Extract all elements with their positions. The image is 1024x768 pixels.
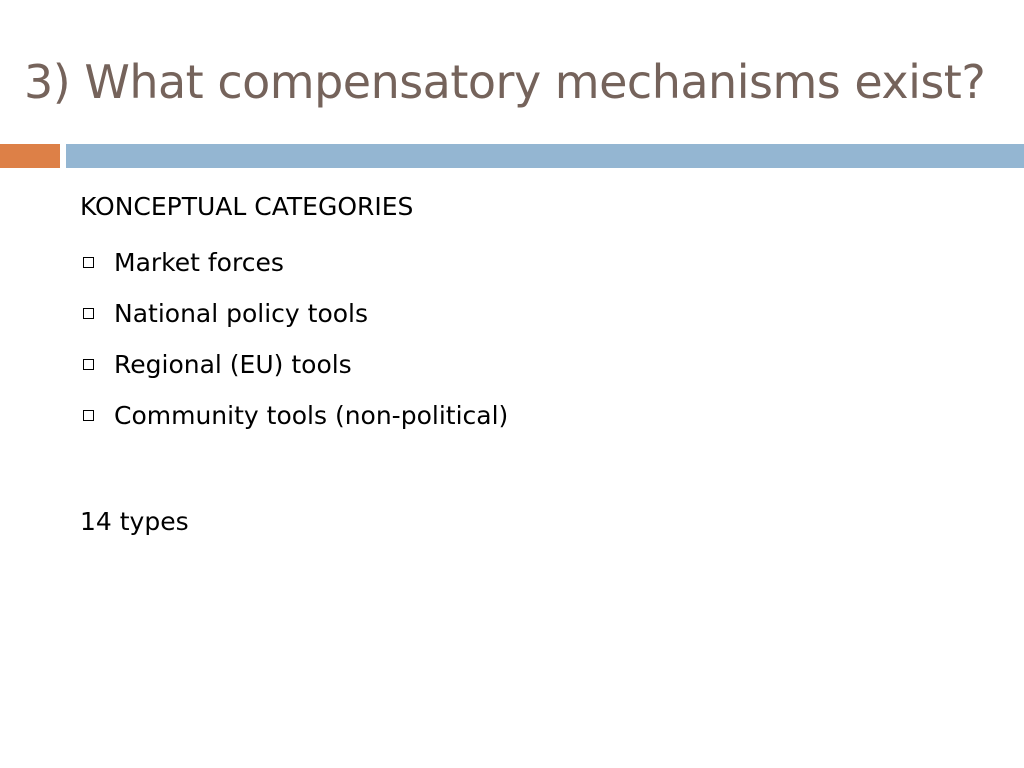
slide-body xyxy=(80,186,980,543)
section-heading: KONCEPTUAL CATEGORIES xyxy=(80,192,414,221)
bullet-text: Community tools (non-political) xyxy=(114,401,509,430)
list-item xyxy=(80,339,980,390)
bullet-text: National policy tools xyxy=(114,299,369,328)
title-accent-bar xyxy=(0,144,60,168)
square-bullet-icon xyxy=(83,257,94,268)
list-item xyxy=(80,237,980,288)
list-item xyxy=(80,288,980,339)
square-bullet-icon xyxy=(83,308,94,319)
title-divider-bar xyxy=(66,144,1024,168)
bullet-list xyxy=(80,237,980,441)
slide-title: 3) What compensatory mechanisms exist? xyxy=(24,55,986,109)
list-item xyxy=(80,390,980,441)
square-bullet-icon xyxy=(83,359,94,370)
types-count-note: 14 types xyxy=(80,507,189,536)
square-bullet-icon xyxy=(83,410,94,421)
bullet-text: Regional (EU) tools xyxy=(114,350,352,379)
bullet-text: Market forces xyxy=(114,248,284,277)
